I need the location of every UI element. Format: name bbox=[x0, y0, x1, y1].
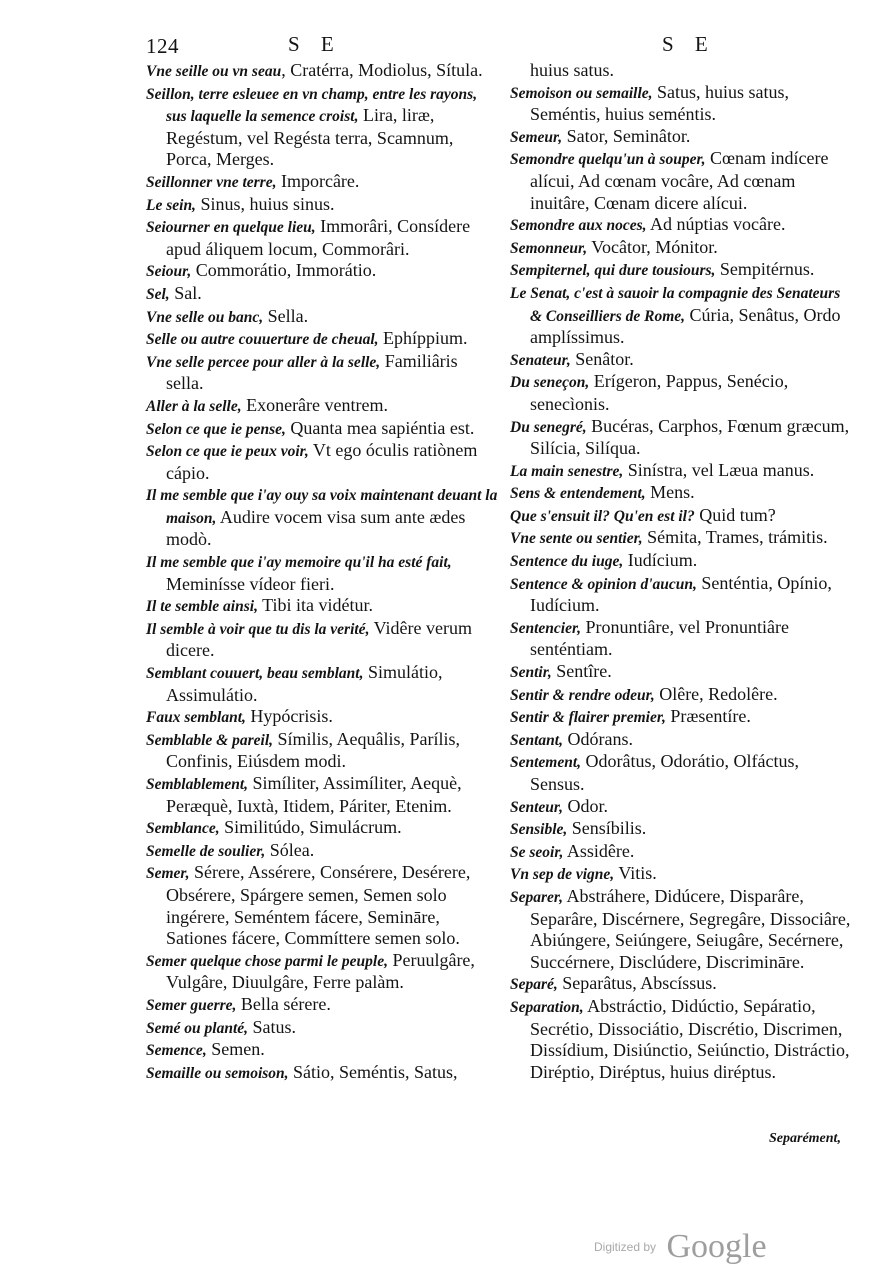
french-headword: Vne selle percee pour aller à la selle, bbox=[146, 353, 381, 371]
latin-translation: Símilis, Aequâlis, Parílis, Confinis, Eiúsdem modi. bbox=[166, 728, 461, 772]
french-headword: Sentencier, bbox=[510, 619, 582, 637]
latin-translation: Sal. bbox=[169, 282, 202, 303]
french-headword: Senteur, bbox=[510, 798, 563, 816]
dictionary-entry bbox=[146, 1039, 498, 1062]
latin-translation: Quid tum? bbox=[694, 504, 776, 525]
google-logo: Google bbox=[666, 1228, 767, 1265]
french-headword: Seiourner en quelque lieu, bbox=[146, 219, 316, 237]
dictionary-entry bbox=[146, 773, 498, 817]
dictionary-entry bbox=[510, 886, 854, 973]
latin-translation: Abstráctio, Didúctio, Sepáratio, Secrétio, Dissociátio, Discrétio, Discrimen, Dissídium, Disiúnctio, Seiúnctio, Distráctio, Diréptio, Diréptus, huius diréptus. bbox=[530, 995, 850, 1082]
latin-translation: Quanta mea sapiéntia est. bbox=[285, 417, 475, 438]
french-headword: Sensible, bbox=[510, 821, 568, 839]
latin-translation: Odórans. bbox=[562, 728, 633, 749]
right-column bbox=[510, 60, 854, 1083]
dictionary-entry bbox=[510, 282, 854, 349]
french-headword: Semeur, bbox=[510, 128, 563, 146]
latin-translation: Immorâri, Consídere apud áliquem locum, Commorâri. bbox=[166, 216, 471, 259]
latin-translation: Similitúdo, Simulácrum. bbox=[219, 817, 402, 838]
latin-translation: , Cratérra, Modiolus, Sítula. bbox=[281, 60, 483, 80]
latin-translation: Exonerâre ventrem. bbox=[241, 394, 389, 415]
dictionary-entry bbox=[510, 527, 854, 550]
dictionary-entry bbox=[510, 996, 854, 1083]
french-headword: Semelle de soulier, bbox=[146, 842, 266, 860]
latin-translation: Mens. bbox=[645, 482, 695, 503]
dictionary-entry bbox=[510, 237, 854, 260]
latin-translation: Satus. bbox=[248, 1016, 297, 1037]
latin-translation: huius satus. bbox=[530, 60, 615, 80]
latin-translation: Pronuntiâre, vel Pronuntiâre senténtiam. bbox=[530, 616, 789, 660]
french-headword: Semonneur, bbox=[510, 239, 588, 257]
dictionary-entry bbox=[510, 729, 854, 752]
dictionary-entry bbox=[146, 260, 498, 283]
dictionary-entry bbox=[146, 817, 498, 840]
dictionary-entry bbox=[510, 482, 854, 505]
dictionary-entry bbox=[146, 351, 498, 395]
dictionary-entry bbox=[146, 328, 498, 351]
dictionary-entry bbox=[510, 706, 854, 729]
french-headword: Separé, bbox=[510, 976, 558, 994]
latin-translation: Præsentíre. bbox=[665, 706, 751, 727]
french-headword: Sel, bbox=[146, 285, 170, 303]
latin-translation: Hypócrisis. bbox=[245, 706, 333, 727]
dictionary-entry bbox=[146, 306, 498, 329]
latin-translation: Bella sérere. bbox=[236, 993, 331, 1014]
dictionary-entry bbox=[510, 416, 854, 460]
french-headword: Que s'ensuit il? Qu'en est il? bbox=[510, 507, 695, 525]
french-headword: Vne selle ou banc, bbox=[146, 308, 264, 326]
latin-translation: Odor. bbox=[562, 795, 608, 816]
french-headword: Separer, bbox=[510, 888, 563, 906]
dictionary-entry bbox=[146, 395, 498, 418]
french-headword: Seiour, bbox=[146, 263, 192, 281]
dictionary-entry bbox=[510, 505, 854, 528]
french-headword: Sentir, bbox=[510, 664, 552, 682]
french-headword: Sentement, bbox=[510, 754, 582, 772]
latin-translation: Familiâris sella. bbox=[166, 350, 458, 394]
french-headword: Semblant couuert, beau semblant, bbox=[146, 665, 364, 683]
dictionary-entry bbox=[146, 729, 498, 773]
dictionary-entry bbox=[146, 618, 498, 662]
french-headword: Separation, bbox=[510, 998, 584, 1016]
french-headword: Semondre quelqu'un à souper, bbox=[510, 151, 706, 169]
latin-translation: Imporcâre. bbox=[276, 170, 360, 191]
latin-translation: Senâtor. bbox=[570, 348, 634, 369]
french-headword: Semence, bbox=[146, 1042, 207, 1060]
dictionary-entry bbox=[146, 662, 498, 706]
latin-translation: Separâtus, Abscíssus. bbox=[557, 973, 717, 994]
french-headword: Le sein, bbox=[146, 196, 196, 214]
french-headword: Vne seille ou vn seau bbox=[146, 63, 282, 80]
left-running-head: S E bbox=[288, 32, 342, 56]
dictionary-entry bbox=[510, 371, 854, 415]
latin-translation: Semen. bbox=[206, 1039, 265, 1060]
dictionary-entry bbox=[146, 706, 498, 729]
latin-translation: Sinístra, vel Læua manus. bbox=[623, 459, 815, 480]
latin-translation: Iudícium. bbox=[623, 550, 698, 571]
dictionary-entry bbox=[510, 259, 854, 282]
french-headword: Aller à la selle, bbox=[146, 397, 242, 415]
latin-translation: Simulátio, Assimulátio. bbox=[166, 662, 443, 705]
dictionary-entry bbox=[146, 1062, 498, 1085]
latin-translation: Olêre, Redolêre. bbox=[654, 683, 778, 704]
french-headword: Semondre aux noces, bbox=[510, 217, 647, 235]
dictionary-entry bbox=[146, 994, 498, 1017]
latin-translation: Meminísse vídeor fieri. bbox=[166, 573, 335, 594]
dictionary-entry bbox=[510, 573, 854, 617]
french-headword: Seillonner vne terre, bbox=[146, 173, 277, 191]
french-headword: Il semble à voir que tu dis la verité, bbox=[146, 620, 370, 638]
latin-translation: Satus, huius satus, Seméntis, huius seméntis. bbox=[530, 81, 790, 125]
dictionary-entry bbox=[510, 863, 854, 886]
dictionary-entry bbox=[510, 148, 854, 214]
french-headword: Il me semble que i'ay memoire qu'il ha esté fait, bbox=[146, 554, 452, 572]
dictionary-entry bbox=[510, 751, 854, 795]
french-headword: Senateur, bbox=[510, 351, 571, 369]
page-number: 124 bbox=[146, 34, 179, 58]
dictionary-entry bbox=[146, 595, 498, 618]
dictionary-entry bbox=[146, 840, 498, 863]
french-headword: Semer guerre, bbox=[146, 996, 237, 1014]
latin-translation: Simíliter, Assimíliter, Aequè, Peræquè, Iuxtà, Itidem, Páriter, Etenim. bbox=[166, 773, 462, 816]
dictionary-entry bbox=[510, 214, 854, 237]
latin-translation: Bucéras, Carphos, Fœnum græcum, Silícia, Silíqua. bbox=[530, 415, 850, 459]
french-headword: Semblablement, bbox=[146, 776, 249, 793]
french-headword: Sentir & rendre odeur, bbox=[510, 686, 655, 704]
dictionary-entry bbox=[146, 551, 498, 595]
french-headword: Sentir & flairer premier, bbox=[510, 709, 666, 727]
latin-translation: Sátio, Seméntis, Satus, bbox=[288, 1061, 458, 1082]
french-headword: La main senestre, bbox=[510, 462, 624, 480]
latin-translation: Vitis. bbox=[614, 863, 657, 884]
latin-translation: Sella. bbox=[263, 305, 309, 326]
latin-translation: Audire vocem visa sum ante ædes modò. bbox=[166, 506, 466, 550]
dictionary-entry bbox=[146, 484, 498, 551]
dictionary-entry bbox=[510, 82, 854, 126]
latin-translation: Senténtia, Opínio, Iudícium. bbox=[530, 572, 832, 616]
dictionary-entry bbox=[510, 550, 854, 573]
french-headword: Sentant, bbox=[510, 731, 563, 749]
digitized-label: Digitized by bbox=[594, 1240, 657, 1254]
french-headword: Semoison ou semaille, bbox=[510, 84, 653, 102]
latin-translation: Sémita, Trames, trámitis. bbox=[642, 527, 828, 548]
dictionary-entry bbox=[510, 661, 854, 684]
latin-translation: Vocâtor, Mónitor. bbox=[587, 236, 718, 257]
latin-translation: Ad núptias vocâre. bbox=[646, 214, 786, 235]
french-headword: Sens & entendement, bbox=[510, 485, 646, 503]
french-headword: Sempiternel, qui dure tousiours, bbox=[510, 262, 716, 280]
french-headword: Semé ou planté, bbox=[146, 1019, 249, 1037]
french-headword: Il te semble ainsi, bbox=[146, 598, 258, 616]
dictionary-entry bbox=[510, 617, 854, 661]
latin-translation: Abstráhere, Didúcere, Disparâre, Separâre, Discérnere, Segregâre, Dissociâre, Abiúngere, Seiúngere, Seiugâre, Secérnere, Succérnere, Disclúdere, Discrimināre. bbox=[530, 885, 851, 972]
dictionary-entry bbox=[146, 418, 498, 441]
french-headword: Vn sep de vigne, bbox=[510, 866, 615, 884]
french-headword: Sentence & opinion d'aucun, bbox=[510, 575, 697, 593]
latin-translation: Commorátio, Immorátio. bbox=[191, 260, 377, 281]
french-headword: Selon ce que ie peux voir, bbox=[146, 443, 309, 461]
french-headword: Semaille ou semoison, bbox=[146, 1064, 289, 1082]
latin-translation: Sinus, huius sinus. bbox=[195, 193, 335, 214]
french-headword: Du seneçon, bbox=[510, 374, 590, 392]
latin-translation: Tibi ita vidétur. bbox=[257, 595, 373, 616]
latin-translation: Odorâtus, Odorátio, Olfáctus, Sensus. bbox=[530, 751, 799, 794]
dictionary-entry bbox=[510, 126, 854, 149]
latin-translation: Sólea. bbox=[265, 839, 315, 860]
latin-translation: Sérere, Assérere, Consérere, Desérere, Obsérere, Spárgere semen, Semen solo ingérere, Seméntem fácere, Semināre, Sationes fácere, Commíttere semen solo. bbox=[166, 862, 471, 949]
french-headword: Selle ou autre couuerture de cheual, bbox=[146, 331, 379, 349]
right-running-head: S E bbox=[662, 32, 716, 56]
latin-translation: Erígeron, Pappus, Senécio, senecìonis. bbox=[530, 371, 789, 414]
dictionary-entry bbox=[146, 83, 498, 171]
latin-translation: Sempitérnus. bbox=[715, 259, 815, 280]
latin-translation: Peruulgâre, Vulgâre, Diuulgâre, Ferre palàm. bbox=[166, 949, 475, 993]
french-headword: Semer, bbox=[146, 865, 190, 883]
latin-translation: Cœnam indícere alícui, Ad cœnam vocâre, Ad cœnam inuitâre, Cœnam dicere alícui. bbox=[530, 148, 829, 213]
latin-translation: Ephíppium. bbox=[378, 328, 468, 349]
french-headword: Semer quelque chose parmi le peuple, bbox=[146, 952, 388, 970]
dictionary-entry bbox=[146, 1017, 498, 1040]
latin-translation: Vidêre verum dicere. bbox=[166, 617, 473, 661]
left-column bbox=[146, 60, 498, 1084]
dictionary-entry bbox=[146, 216, 498, 260]
french-headword: Du senegré, bbox=[510, 418, 587, 436]
latin-translation: Lira, liræ, Regéstum, vel Regésta terra, Scamnum, Porca, Merges. bbox=[166, 105, 454, 170]
dictionary-entry bbox=[146, 862, 498, 949]
latin-translation: Sator, Seminâtor. bbox=[562, 125, 691, 146]
french-headword: Selon ce que ie pense, bbox=[146, 420, 286, 438]
latin-translation: Vt ego óculis ratiònem cápio. bbox=[166, 440, 478, 483]
dictionary-entry bbox=[510, 349, 854, 372]
dictionary-entry bbox=[146, 194, 498, 217]
french-headword: Sentence du iuge, bbox=[510, 553, 624, 571]
dictionary-entry bbox=[510, 60, 854, 82]
dictionary-entry bbox=[146, 283, 498, 306]
latin-translation: Sensíbilis. bbox=[567, 818, 647, 839]
dictionary-entry bbox=[510, 460, 854, 483]
french-headword: Semblable & pareil, bbox=[146, 731, 274, 749]
dictionary-entry bbox=[510, 684, 854, 707]
latin-translation: Cúria, Senâtus, Ordo amplíssimus. bbox=[530, 304, 841, 348]
french-headword: Vne sente ou sentier, bbox=[510, 530, 643, 548]
latin-translation: Assidêre. bbox=[563, 840, 635, 861]
french-headword: Il me semble que i'ay ouy sa voix maintenant deuant la maison, bbox=[146, 487, 498, 527]
french-headword: Semblance, bbox=[146, 820, 220, 838]
digitized-watermark bbox=[594, 1228, 767, 1266]
dictionary-entry bbox=[510, 973, 854, 996]
dictionary-entry bbox=[146, 171, 498, 194]
latin-translation: Sentîre. bbox=[551, 661, 612, 682]
dictionary-entry bbox=[510, 841, 854, 864]
dictionary-entry bbox=[146, 60, 498, 83]
french-headword: Seillon, terre esleuee en vn champ, entre les rayons, sus laquelle la semence croist, bbox=[146, 85, 478, 126]
dictionary-entry bbox=[146, 440, 498, 484]
french-headword: Le Senat, c'est à sauoir la compagnie des Senateurs & Conseilliers de Rome, bbox=[510, 284, 841, 325]
dictionary-entry bbox=[510, 818, 854, 841]
french-headword: Faux semblant, bbox=[146, 709, 246, 727]
dictionary-entry bbox=[146, 950, 498, 994]
dictionary-entry bbox=[510, 796, 854, 819]
catchword: Separément, bbox=[769, 1131, 841, 1146]
french-headword: Se seoir, bbox=[510, 843, 564, 861]
